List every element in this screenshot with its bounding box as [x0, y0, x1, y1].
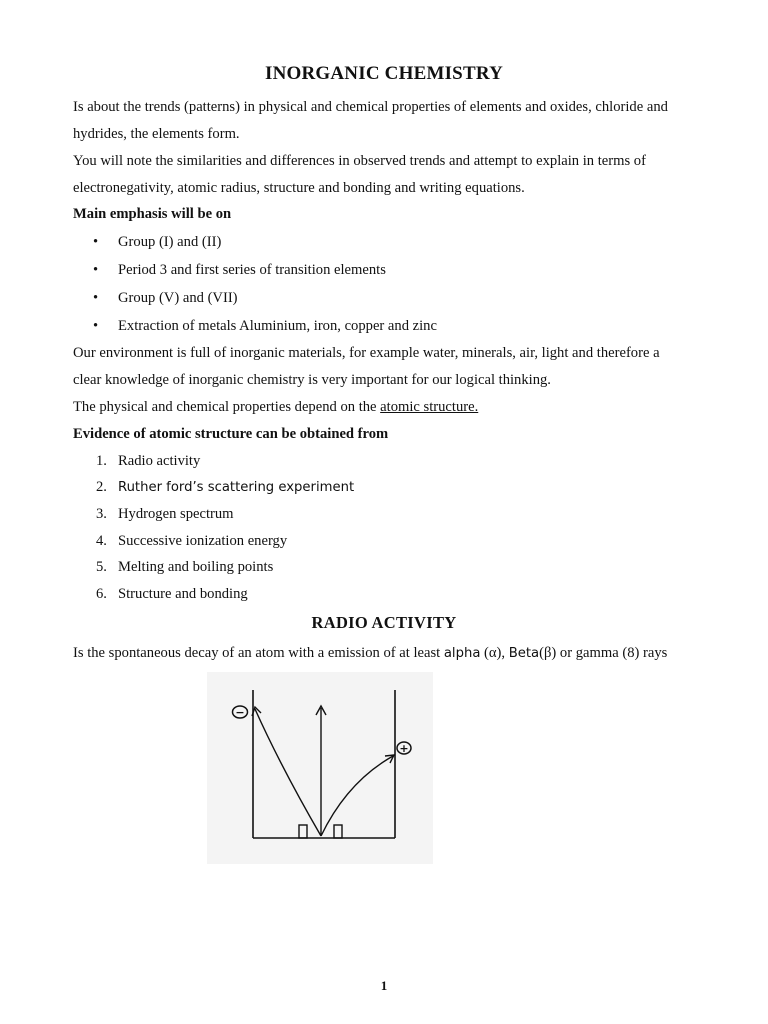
bullet-icon: • [93, 290, 99, 306]
list-number: 6. [96, 586, 107, 602]
list-number: 1. [96, 453, 107, 469]
beta-word: Beta [508, 646, 540, 661]
section-heading-radio-activity: RADIO ACTIVITY [311, 613, 457, 632]
list-item: Radio activity [118, 453, 201, 469]
radio-activity-definition [73, 645, 667, 662]
alpha-word: alpha [443, 646, 481, 661]
list-item: Group (V) and (VII) [118, 290, 238, 306]
list-item: Extraction of metals Aluminium, iron, copper and zinc [118, 318, 437, 334]
list-item: Melting and boiling points [118, 559, 274, 575]
bullet-icon: • [93, 318, 99, 334]
definition-text: (α), [480, 645, 509, 661]
environment-line-1: Our environment is full of inorganic materials, for example water, minerals, air, light and therefore a [73, 345, 660, 361]
intro-line-4: electronegativity, atomic radius, structure and bonding and writing equations. [73, 180, 525, 196]
list-number: 3. [96, 506, 107, 522]
bullet-icon: • [93, 262, 99, 278]
intro-line-1: Is about the trends (patterns) in physical and chemical properties of elements and oxides, chloride and [73, 99, 668, 115]
evidence-heading: Evidence of atomic structure can be obtained from [73, 426, 389, 442]
definition-text: (β) or gamma (8) rays [539, 645, 668, 661]
list-number: 5. [96, 559, 107, 575]
page-number: 1 [380, 978, 388, 993]
list-item: Successive ionization energy [118, 533, 288, 549]
intro-line-3: You will note the similarities and differences in observed trends and attempt to explain in terms of [73, 153, 646, 169]
environment-line-3 [73, 399, 478, 416]
definition-text: Is the spontaneous decay of an atom with a emission of at least [73, 645, 444, 661]
emphasis-heading: Main emphasis will be on [73, 206, 232, 222]
environment-line-2: clear knowledge of inorganic chemistry is very important for our logical thinking. [73, 372, 551, 388]
list-item: Hydrogen spectrum [118, 506, 234, 522]
list-number: 2. [96, 479, 107, 495]
list-item: Group (I) and (II) [118, 234, 222, 250]
list-item: Period 3 and first series of transition elements [118, 262, 386, 278]
atomic-structure-link: atomic structure. [380, 399, 479, 415]
page-title: INORGANIC CHEMISTRY [264, 63, 504, 84]
list-item: Structure and bonding [118, 586, 248, 602]
radiation-deflection-diagram [207, 672, 433, 864]
negative-label: − [235, 706, 245, 719]
list-number: 4. [96, 533, 107, 549]
intro-line-2: hydrides, the elements form. [73, 126, 240, 142]
positive-label: + [399, 742, 409, 755]
list-item: Ruther ford’s scattering experiment [118, 480, 355, 495]
bullet-icon: • [93, 234, 99, 250]
environment-line-3-text: The physical and chemical properties depend on the [73, 399, 381, 415]
